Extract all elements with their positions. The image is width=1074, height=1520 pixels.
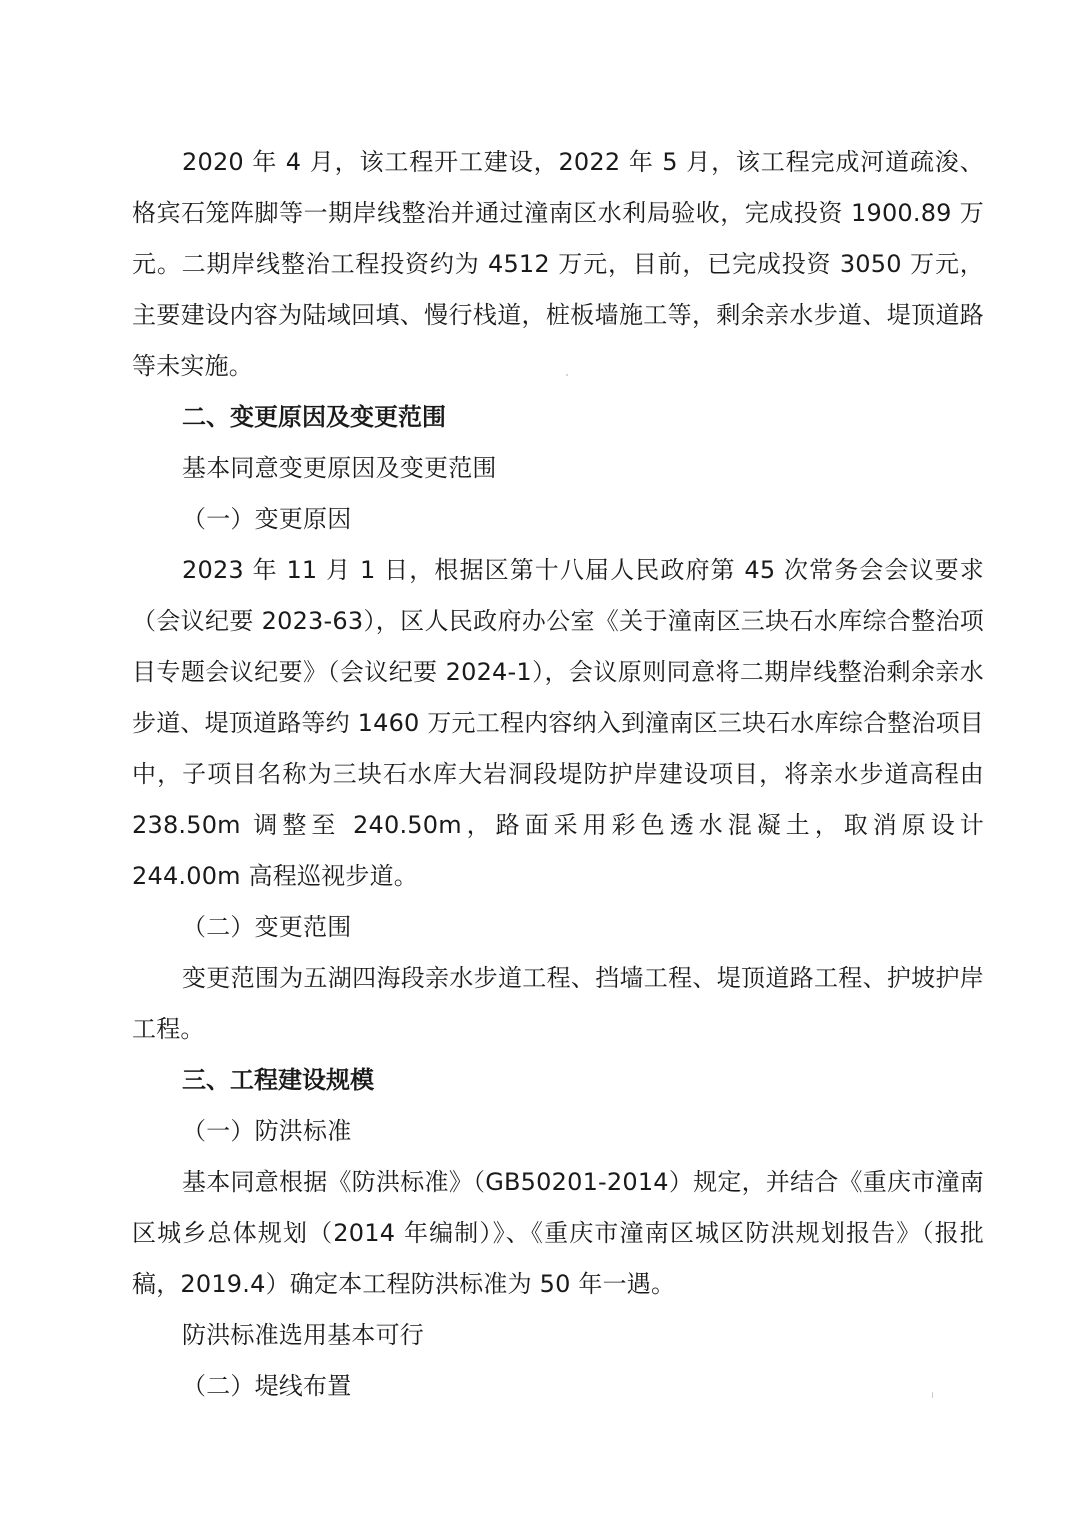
paragraph-progress: 2020 年 4 月，该工程开工建设，2022 年 5 月，该工程完成河道疏浚、格宾石笼阵脚等一期岸线整治并通过潼南区水利局验收，完成投资 1900.89 万元。二期岸线整治工程投资约为 4512 万元，目前，已完成投资 3050 万元，主要建设内容为陆域回填、慢行栈道，桩板墙施工等，剩余亲水步道、堤顶道路等未实施。 [132,148,984,380]
paragraph-flood-feasible: 防洪标准选用基本可行 [182,1321,424,1349]
scan-speck [566,374,568,376]
scan-speck [932,1392,933,1398]
paragraph-flood-standard: 基本同意根据《防洪标准》（GB50201-2014）规定，并结合《重庆市潼南区城乡总体规划（2014 年编制）》、《重庆市潼南区城区防洪规划报告》（报批稿，2019.4）确定本工程防洪标准为 50 年一遇。 [132,1168,984,1298]
subheading-change-reason: （一）变更原因 [182,505,352,533]
section-heading-construction-scale: 三、工程建设规模 [182,1066,374,1094]
subheading-levee-layout: （二）堤线布置 [182,1372,352,1400]
document-body [132,137,984,1412]
section-heading-change-reason: 二、变更原因及变更范围 [182,403,446,431]
subheading-flood-standard: （一）防洪标准 [182,1117,352,1145]
paragraph-change-reason: 2023 年 11 月 1 日，根据区第十八届人民政府第 45 次常务会会议要求（会议纪要 2023-63），区人民政府办公室《关于潼南区三块石水库综合整治项目专题会议纪要》（会议纪要 2024-1），会议原则同意将二期岸线整治剩余亲水步道、堤顶道路等约 1460 万元工程内容纳入到潼南区三块石水库综合整治项目中，子项目名称为三块石水库大岩洞段堤防护岸建设项目，将亲水步道高程由 238.50m 调整至 240.50m，路面采用彩色透水混凝土，取消原设计 244.00m 高程巡视步道。 [132,556,984,890]
paragraph-change-scope: 变更范围为五湖四海段亲水步道工程、挡墙工程、堤顶道路工程、护坡护岸工程。 [132,964,984,1043]
subheading-change-scope: （二）变更范围 [182,913,352,941]
paragraph-agree-change: 基本同意变更原因及变更范围 [182,454,497,482]
